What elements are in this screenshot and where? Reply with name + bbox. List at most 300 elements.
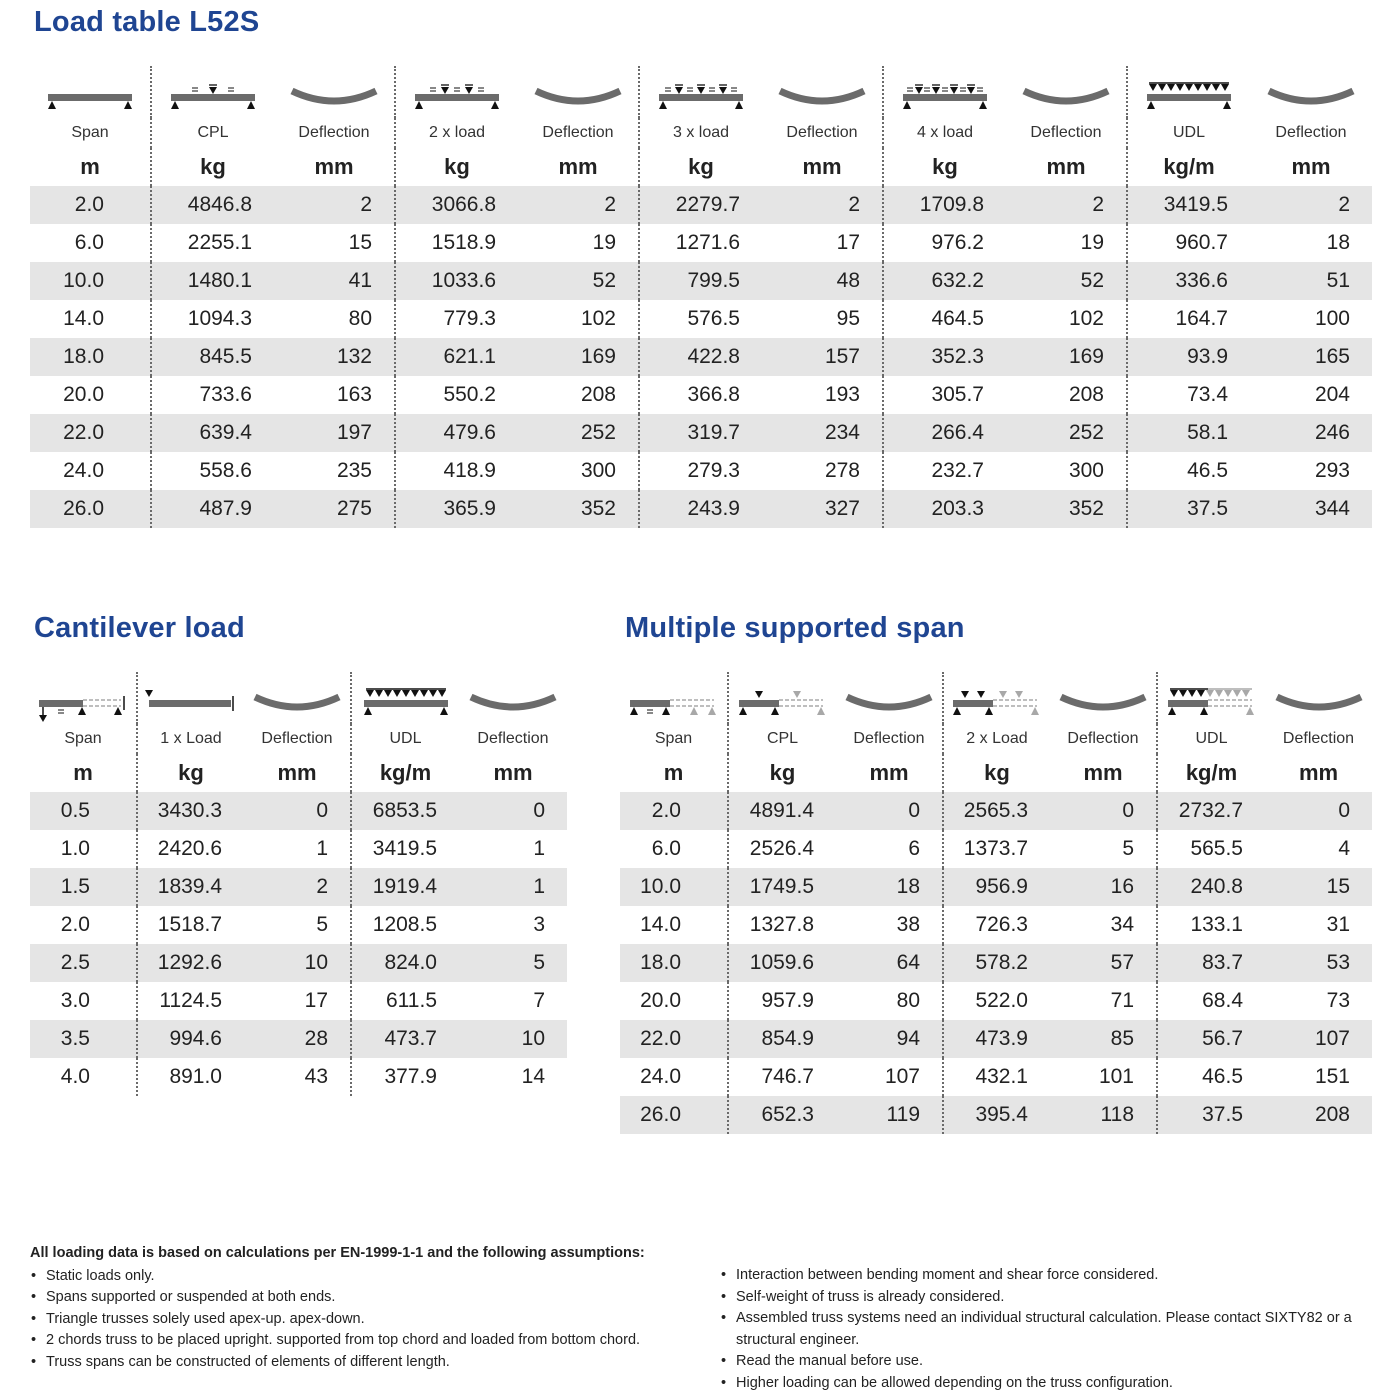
table-cell: 164.7 <box>1127 300 1250 338</box>
table-cell: 565.5 <box>1157 830 1265 868</box>
table-cell: 17 <box>836 231 860 254</box>
table-cell: 85 <box>1050 1020 1157 1058</box>
table-cell: 37.5 <box>1157 1096 1265 1134</box>
cantilever-table <box>30 672 567 1096</box>
table-cell: 20.0 <box>640 989 681 1012</box>
table-cell: 119 <box>836 1096 943 1134</box>
table-cell: 7 <box>533 989 545 1012</box>
column-unit: kg <box>883 148 1006 186</box>
load-table-title: Load table L52S <box>34 6 260 38</box>
table-row <box>620 982 1372 1020</box>
multi-span-cpl-beam-icon <box>729 684 836 724</box>
table-cell: 5 <box>316 913 328 936</box>
table-cell: 34 <box>1110 913 1134 936</box>
table-cell: 46.5 <box>1157 1058 1265 1096</box>
column-label: Deflection <box>542 124 614 141</box>
table-cell: 10.0 <box>620 868 728 906</box>
column-label: UDL <box>1157 724 1265 754</box>
header-icon-cell <box>836 672 943 724</box>
table-cell: 58.1 <box>1127 414 1250 452</box>
icon-row <box>620 672 1372 724</box>
table-cell: 18 <box>836 868 943 906</box>
table-cell: 53 <box>1265 944 1372 982</box>
table-cell: 46.5 <box>1127 452 1250 490</box>
table-cell: 208 <box>1265 1096 1372 1134</box>
table-cell: 2526.4 <box>728 830 836 868</box>
table-row <box>620 1058 1372 1096</box>
column-label: Deflection <box>298 124 370 141</box>
table-cell: 95 <box>836 307 860 330</box>
table-cell: 422.8 <box>639 338 762 376</box>
column-label: Deflection <box>786 124 858 141</box>
table-cell: 1208.5 <box>351 906 459 944</box>
table-cell: 10 <box>459 1020 567 1058</box>
table-cell: 2.0 <box>60 913 90 936</box>
table-cell: 473.9 <box>943 1020 1050 1058</box>
table-cell: 2565.3 <box>943 792 1050 830</box>
table-cell: 2 <box>244 868 351 906</box>
header-icon-cell <box>883 66 1006 118</box>
multi-span-udl-beam-icon <box>1158 684 1265 724</box>
table-cell: 118 <box>1050 1096 1157 1134</box>
table-cell: 4 <box>1338 837 1350 860</box>
assumption-item: • Assembled truss systems need an individual structural calculation. Please contact SIXTY82 or a structural engineer. <box>720 1308 1370 1351</box>
column-unit: kg <box>151 148 274 186</box>
column-label: Deflection <box>1030 124 1102 141</box>
table-cell: 1373.7 <box>943 830 1050 868</box>
column-label: UDL <box>351 724 459 754</box>
unit-row <box>30 148 1372 186</box>
table-row <box>620 1020 1372 1058</box>
multi-span-two-load-beam-icon <box>944 684 1050 724</box>
icon-row <box>30 672 567 724</box>
assumption-item: • Static loads only. <box>30 1266 720 1288</box>
deflection-curve-icon <box>244 684 350 724</box>
table-cell: 4891.4 <box>728 792 836 830</box>
assumption-item: • Interaction between bending moment and shear force considered. <box>720 1265 1370 1287</box>
table-cell: 235 <box>336 459 372 482</box>
table-cell: 293 <box>1314 459 1350 482</box>
table-cell: 279.3 <box>639 452 762 490</box>
assumption-item: • Self-weight of truss is already considered. <box>720 1287 1370 1309</box>
table-cell: 957.9 <box>728 982 836 1020</box>
table-cell: 824.0 <box>351 944 459 982</box>
table-cell: 14 <box>521 1065 545 1088</box>
table-cell: 43 <box>304 1065 328 1088</box>
column-label: 2 x load <box>395 118 518 148</box>
multiple-span-table <box>620 672 1372 1134</box>
table-cell: 300 <box>580 459 616 482</box>
table-cell: 395.4 <box>943 1096 1050 1134</box>
column-unit: mm <box>869 760 909 785</box>
column-label: 3 x load <box>639 118 762 148</box>
table-cell: 6 <box>908 837 920 860</box>
deflection-curve-icon <box>518 78 638 118</box>
table-row <box>30 830 567 868</box>
table-cell: 960.7 <box>1127 224 1250 262</box>
table-cell: 6.0 <box>74 231 104 254</box>
table-cell: 522.0 <box>943 982 1050 1020</box>
table-cell: 319.7 <box>639 414 762 452</box>
table-cell: 652.3 <box>728 1096 836 1134</box>
center-point-load-beam-icon <box>152 78 274 118</box>
udl-beam-icon <box>352 684 459 724</box>
table-cell: 56.7 <box>1157 1020 1265 1058</box>
table-cell: 243.9 <box>639 490 762 528</box>
table-cell: 151 <box>1314 1065 1350 1088</box>
table-cell: 100 <box>1314 307 1350 330</box>
icon-row <box>30 66 1372 118</box>
column-label: Span <box>64 730 102 747</box>
column-unit: kg <box>728 754 836 792</box>
table-row <box>30 414 1372 452</box>
column-unit: mm <box>1291 154 1331 179</box>
table-cell: 163 <box>336 383 372 406</box>
column-unit: kg/m <box>1157 754 1265 792</box>
deflection-curve-icon <box>274 78 394 118</box>
header-icon-cell <box>1006 66 1127 118</box>
header-icon-cell <box>1250 66 1372 118</box>
column-unit: kg <box>395 148 518 186</box>
table-cell: 2 <box>762 186 883 224</box>
table-row <box>620 944 1372 982</box>
multi-span-beam-icon <box>620 684 727 724</box>
table-cell: 1124.5 <box>137 982 244 1020</box>
table-cell: 31 <box>1326 913 1350 936</box>
table-row <box>620 830 1372 868</box>
table-cell: 73 <box>1326 989 1350 1012</box>
deflection-curve-icon <box>459 684 567 724</box>
table-cell: 19 <box>1080 231 1104 254</box>
table-cell: 94 <box>836 1020 943 1058</box>
column-label: Deflection <box>853 730 925 747</box>
column-label: 2 x Load <box>943 724 1050 754</box>
unit-row <box>30 754 567 792</box>
table-cell: 891.0 <box>137 1058 244 1096</box>
table-cell: 746.7 <box>728 1058 836 1096</box>
table-cell: 10 <box>244 944 351 982</box>
table-cell: 38 <box>896 913 920 936</box>
table-cell: 6.0 <box>651 837 681 860</box>
table-cell: 204 <box>1314 383 1350 406</box>
column-unit: mm <box>277 760 317 785</box>
table-cell: 976.2 <box>883 224 1006 262</box>
table-cell: 234 <box>762 414 883 452</box>
column-unit: kg <box>639 148 762 186</box>
table-cell: 377.9 <box>351 1058 459 1096</box>
table-cell: 15 <box>348 231 372 254</box>
table-cell: 799.5 <box>639 262 762 300</box>
deflection-curve-icon <box>1006 78 1126 118</box>
assumptions-notes-right <box>720 1265 1370 1395</box>
table-cell: 1292.6 <box>137 944 244 982</box>
table-cell: 1839.4 <box>137 868 244 906</box>
table-cell: 10.0 <box>30 262 151 300</box>
table-cell: 2 <box>1006 186 1127 224</box>
table-cell: 344 <box>1250 490 1372 528</box>
assumption-item: • Higher loading can be allowed depending on the truss configuration. <box>720 1373 1370 1395</box>
table-cell: 157 <box>762 338 883 376</box>
table-cell: 93.9 <box>1127 338 1250 376</box>
table-cell: 2255.1 <box>151 224 274 262</box>
table-cell: 300 <box>1068 459 1104 482</box>
table-cell: 432.1 <box>943 1058 1050 1096</box>
table-row <box>30 300 1372 338</box>
table-cell: 2 <box>274 186 395 224</box>
table-cell: 3.5 <box>30 1020 137 1058</box>
table-cell: 621.1 <box>395 338 518 376</box>
table-cell: 352 <box>518 490 639 528</box>
table-cell: 15 <box>1265 868 1372 906</box>
table-cell: 2 <box>1250 186 1372 224</box>
header-icon-cell <box>728 672 836 724</box>
table-cell: 479.6 <box>395 414 518 452</box>
table-cell: 64 <box>836 944 943 982</box>
table-cell: 2.0 <box>620 792 728 830</box>
table-cell: 2.5 <box>30 944 137 982</box>
table-cell: 101 <box>1098 1065 1134 1088</box>
table-cell: 1059.6 <box>728 944 836 982</box>
table-cell: 16 <box>1050 868 1157 906</box>
column-label: Deflection <box>1282 730 1355 747</box>
table-cell: 3430.3 <box>137 792 244 830</box>
table-cell: 102 <box>1068 307 1104 330</box>
table-row <box>620 868 1372 906</box>
table-cell: 193 <box>824 383 860 406</box>
column-unit: mm <box>493 760 533 785</box>
label-row <box>30 724 567 754</box>
table-cell: 1.5 <box>30 868 137 906</box>
four-point-load-beam-icon <box>884 78 1006 118</box>
table-cell: 208 <box>580 383 616 406</box>
table-cell: 48 <box>762 262 883 300</box>
column-label: Deflection <box>261 730 333 747</box>
deflection-curve-icon <box>1265 684 1372 724</box>
table-cell: 24.0 <box>63 459 104 482</box>
table-cell: 0 <box>459 792 567 830</box>
assumption-item: • Triangle trusses solely used apex-up. apex-down. <box>30 1309 720 1331</box>
table-cell: 28 <box>244 1020 351 1058</box>
table-cell: 107 <box>1265 1020 1372 1058</box>
assumption-item: • Truss spans can be constructed of elements of different length. <box>30 1352 720 1374</box>
table-cell: 1919.4 <box>351 868 459 906</box>
table-cell: 80 <box>348 307 372 330</box>
header-icon-cell <box>351 672 459 724</box>
table-cell: 80 <box>896 989 920 1012</box>
table-row <box>30 490 1372 528</box>
header-icon-cell <box>620 672 728 724</box>
header-icon-cell <box>137 672 244 724</box>
table-cell: 18.0 <box>30 338 151 376</box>
table-row <box>30 224 1372 262</box>
table-cell: 5 <box>1122 837 1134 860</box>
table-cell: 14.0 <box>63 307 104 330</box>
header-icon-cell <box>30 672 137 724</box>
table-cell: 3066.8 <box>395 186 518 224</box>
table-row <box>30 186 1372 224</box>
column-unit: mm <box>1046 154 1086 179</box>
column-unit: mm <box>802 154 842 179</box>
cantilever-point-load-beam-icon <box>138 684 244 724</box>
table-row <box>30 792 567 830</box>
table-cell: 4846.8 <box>151 186 274 224</box>
table-cell: 278 <box>824 459 860 482</box>
header-icon-cell <box>395 66 518 118</box>
table-cell: 845.5 <box>151 338 274 376</box>
column-unit: mm <box>558 154 598 179</box>
table-cell: 1327.8 <box>728 906 836 944</box>
table-cell: 464.5 <box>883 300 1006 338</box>
table-cell: 1 <box>459 868 567 906</box>
header-icon-cell <box>244 672 351 724</box>
header-icon-cell <box>274 66 395 118</box>
table-cell: 57 <box>1050 944 1157 982</box>
three-point-load-beam-icon <box>640 78 762 118</box>
label-row <box>30 118 1372 148</box>
column-unit: kg <box>943 754 1050 792</box>
header-icon-cell <box>639 66 762 118</box>
deflection-curve-icon <box>836 684 942 724</box>
table-cell: 24.0 <box>640 1065 681 1088</box>
table-row <box>30 338 1372 376</box>
table-cell: 252 <box>1006 414 1127 452</box>
header-icon-cell <box>518 66 639 118</box>
table-cell: 0 <box>1265 792 1372 830</box>
column-unit: mm <box>314 154 354 179</box>
cantilever-title: Cantilever load <box>34 612 245 644</box>
table-cell: 2732.7 <box>1157 792 1265 830</box>
header-icon-cell <box>30 66 151 118</box>
table-cell: 2.0 <box>30 186 151 224</box>
table-cell: 19 <box>592 231 616 254</box>
assumption-item: • 2 chords truss to be placed upright. supported from top chord and loaded from bottom chord. <box>30 1330 720 1352</box>
table-cell: 52 <box>1006 262 1127 300</box>
table-cell: 83.7 <box>1157 944 1265 982</box>
table-cell: 197 <box>274 414 395 452</box>
table-cell: 26.0 <box>30 490 151 528</box>
header-icon-cell <box>151 66 274 118</box>
header-icon-cell <box>1265 672 1372 724</box>
table-cell: 133.1 <box>1157 906 1265 944</box>
column-unit: kg <box>137 754 244 792</box>
assumptions-list-right <box>720 1265 1370 1395</box>
column-label: Span <box>654 730 693 747</box>
table-row <box>30 982 567 1020</box>
table-cell: 473.7 <box>351 1020 459 1058</box>
column-unit: mm <box>1083 760 1123 785</box>
table-cell: 1480.1 <box>151 262 274 300</box>
table-cell: 576.5 <box>639 300 762 338</box>
cantilever-span-beam-icon <box>30 684 136 724</box>
table-row <box>620 1096 1372 1134</box>
column-label: Deflection <box>1067 730 1139 747</box>
table-cell: 266.4 <box>883 414 1006 452</box>
udl-beam-icon <box>1128 78 1250 118</box>
table-cell: 52 <box>518 262 639 300</box>
assumptions-list-left <box>30 1266 720 1374</box>
table-cell: 558.6 <box>151 452 274 490</box>
header-icon-cell <box>943 672 1050 724</box>
table-cell: 5 <box>459 944 567 982</box>
unit-row <box>620 754 1372 792</box>
table-cell: 1094.3 <box>151 300 274 338</box>
column-label: CPL <box>151 118 274 148</box>
simple-span-beam-icon <box>30 78 150 118</box>
table-cell: 0 <box>244 792 351 830</box>
table-cell: 132 <box>274 338 395 376</box>
column-unit: mm <box>1298 760 1339 785</box>
table-cell: 733.6 <box>151 376 274 414</box>
deflection-curve-icon <box>1250 78 1372 118</box>
table-row <box>30 262 1372 300</box>
multiple-span-title: Multiple supported span <box>625 612 965 644</box>
column-label: Deflection <box>1275 124 1347 141</box>
table-cell: 327 <box>762 490 883 528</box>
table-cell: 20.0 <box>63 383 104 406</box>
header-icon-cell <box>1157 672 1265 724</box>
table-cell: 418.9 <box>395 452 518 490</box>
column-unit: m <box>80 154 100 179</box>
table-cell: 22.0 <box>30 414 151 452</box>
column-label: 1 x Load <box>137 724 244 754</box>
header-icon-cell <box>1127 66 1250 118</box>
column-unit: kg/m <box>1127 148 1250 186</box>
table-cell: 22.0 <box>620 1020 728 1058</box>
table-cell: 3419.5 <box>351 830 459 868</box>
column-label: UDL <box>1127 118 1250 148</box>
table-cell: 0 <box>836 792 943 830</box>
two-point-load-beam-icon <box>396 78 518 118</box>
table-cell: 2279.7 <box>639 186 762 224</box>
table-row <box>620 792 1372 830</box>
table-cell: 726.3 <box>943 906 1050 944</box>
assumptions-heading: All loading data is based on calculations per EN-1999-1-1 and the following assumptions: <box>30 1245 645 1261</box>
table-cell: 2420.6 <box>137 830 244 868</box>
table-cell: 1033.6 <box>395 262 518 300</box>
table-cell: 246 <box>1250 414 1372 452</box>
label-row <box>620 724 1372 754</box>
table-cell: 578.2 <box>943 944 1050 982</box>
table-cell: 487.9 <box>151 490 274 528</box>
table-cell: 1518.7 <box>137 906 244 944</box>
column-label: Span <box>71 124 109 141</box>
table-cell: 639.4 <box>151 414 274 452</box>
column-label: CPL <box>728 724 836 754</box>
table-cell: 18.0 <box>620 944 728 982</box>
table-row <box>30 906 567 944</box>
table-cell: 1271.6 <box>639 224 762 262</box>
table-cell: 252 <box>518 414 639 452</box>
table-cell: 779.3 <box>395 300 518 338</box>
table-cell: 1.0 <box>60 837 90 860</box>
table-cell: 1518.9 <box>395 224 518 262</box>
table-cell: 0 <box>1050 792 1157 830</box>
table-row <box>30 376 1372 414</box>
table-cell: 1 <box>533 837 545 860</box>
table-row <box>30 944 567 982</box>
table-cell: 203.3 <box>883 490 1006 528</box>
table-cell: 365.9 <box>395 490 518 528</box>
table-cell: 305.7 <box>883 376 1006 414</box>
table-cell: 68.4 <box>1157 982 1265 1020</box>
table-cell: 232.7 <box>883 452 1006 490</box>
table-cell: 994.6 <box>137 1020 244 1058</box>
table-cell: 611.5 <box>351 982 459 1020</box>
column-label: Deflection <box>477 730 549 747</box>
table-cell: 18 <box>1326 231 1350 254</box>
table-row <box>30 452 1372 490</box>
table-row <box>30 868 567 906</box>
